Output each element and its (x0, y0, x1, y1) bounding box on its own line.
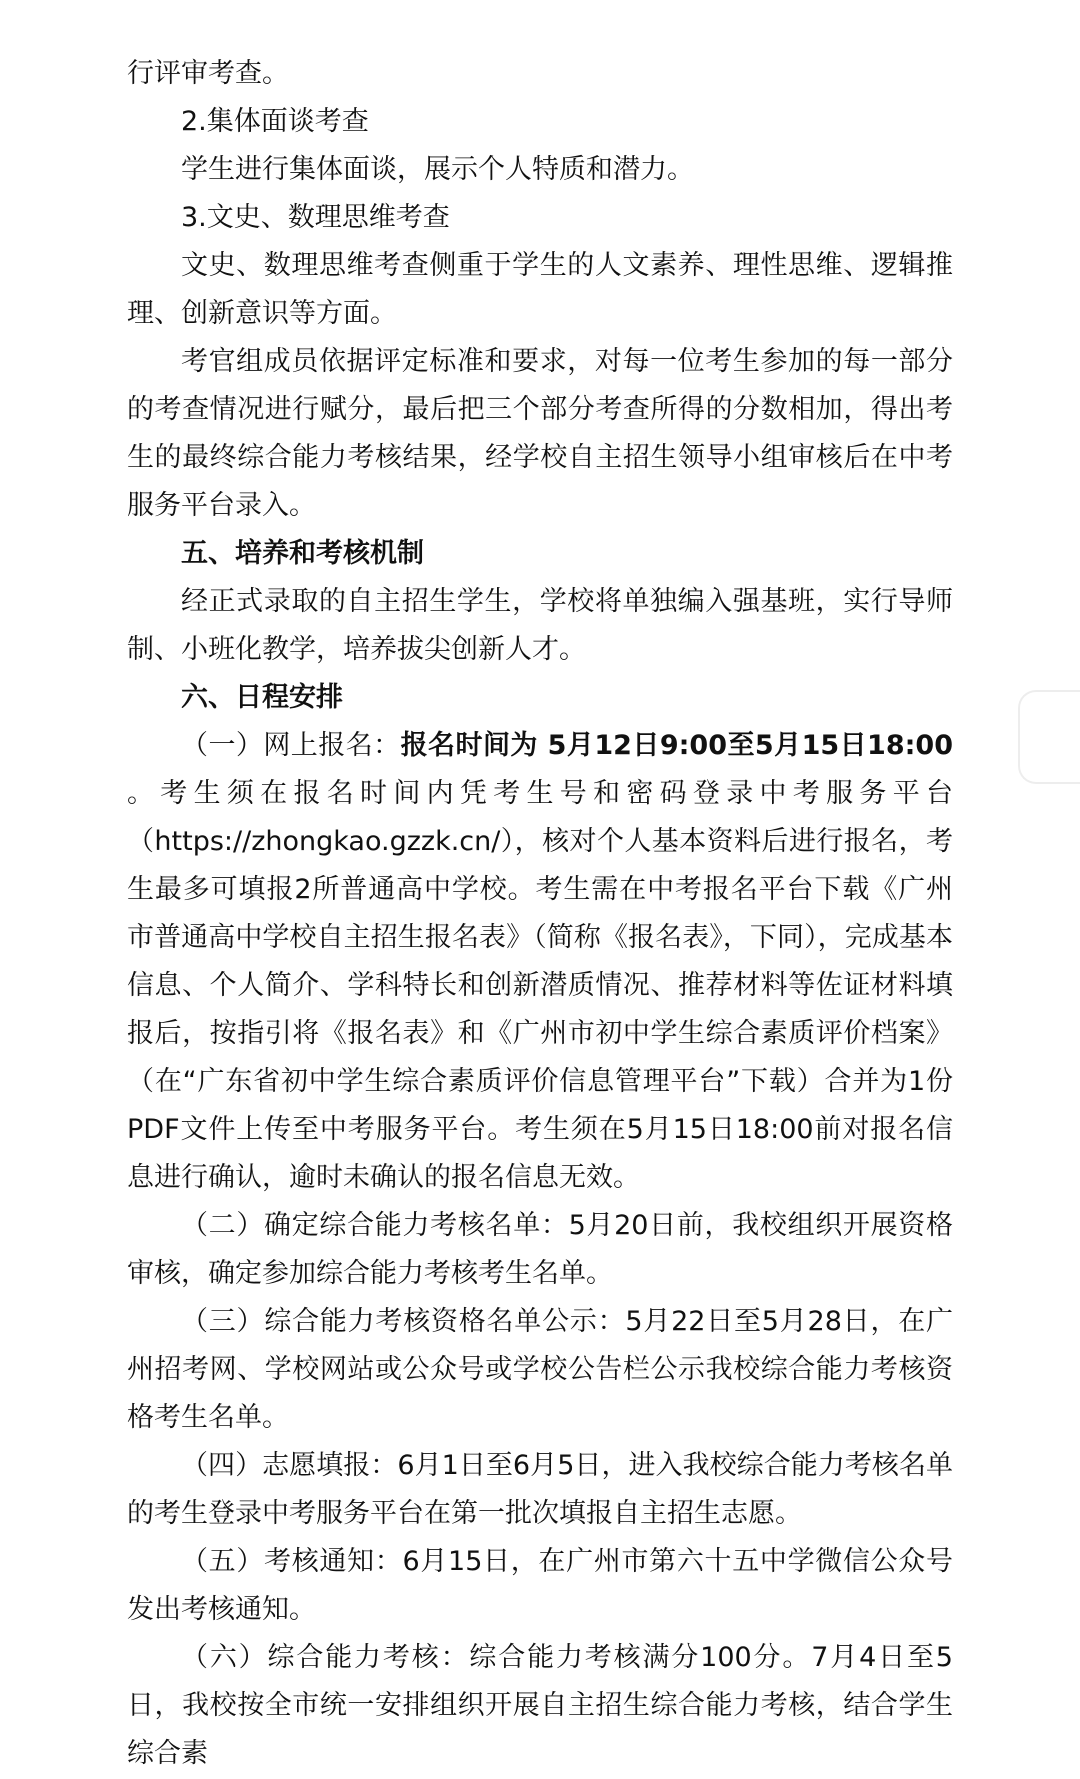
paragraph-continuation: 行评审考查。 (127, 58, 289, 89)
registration-label: （一）网上报名： (181, 730, 401, 761)
subheading-thinking-exam: 3.文史、数理思维考查 (181, 202, 450, 233)
edge-overlay-decoration (1018, 690, 1080, 784)
paragraph-public-notice: （三）综合能力考核资格名单公示：5月22日至5月28日，在广州招考网、学校网站或公众号或学校公告栏公示我校综合能力考核资格考生名单。 (127, 1306, 953, 1433)
section-heading-training: 五、培养和考核机制 (181, 538, 424, 569)
paragraph-online-registration (127, 722, 953, 1202)
paragraph-qualification-list: （二）确定综合能力考核名单：5月20日前，我校组织开展资格审核，确定参加综合能力考核考生名单。 (127, 1210, 953, 1289)
paragraph-thinking-exam: 文史、数理思维考查侧重于学生的人文素养、理性思维、逻辑推理、创新意识等方面。 (127, 250, 953, 329)
paragraph-assessment: （六）综合能力考核：综合能力考核满分100分。7月4日至5日，我校按全市统一安排组织开展自主招生综合能力考核，结合学生综合素 (127, 1642, 953, 1769)
section-heading-schedule: 六、日程安排 (181, 682, 343, 713)
paragraph-scoring: 考官组成员依据评定标准和要求，对每一位考生参加的每一部分的考查情况进行赋分，最后把三个部分考查所得的分数相加，得出考生的最终综合能力考核结果，经学校自主招生领导小组审核后在中考服务平台录入。 (127, 346, 953, 521)
document-body (127, 50, 953, 1778)
registration-details: 。考生须在报名时间内凭考生号和密码登录中考服务平台（https://zhongkao.gzzk.cn/），核对个人基本资料后进行报名，考生最多可填报2所普通高中学校。考生需在中考报名平台下载《广州市普通高中学校自主招生报名表》（简称《报名表》，下同），完成基本信息、个人简介、学科特长和创新潜质情况、推荐材料等佐证材料填报后，按指引将《报名表》和《广州市初中学生综合素质评价档案》（在“广东省初中学生综合素质评价信息管理平台”下载）合并为1份PDF文件上传至中考服务平台。考生须在5月15日18:00前对报名信息进行确认，逾时未确认的报名信息无效。 (127, 778, 953, 1193)
subheading-group-interview: 2.集体面谈考查 (181, 106, 369, 137)
paragraph-exam-notice: （五）考核通知：6月15日，在广州市第六十五中学微信公众号发出考核通知。 (127, 1546, 953, 1625)
registration-time-bold: 报名时间为 5月12日9:00至5月15日18:00 (400, 730, 953, 761)
paragraph-training: 经正式录取的自主招生学生，学校将单独编入强基班，实行导师制、小班化教学，培养拔尖创新人才。 (127, 586, 953, 665)
paragraph-group-interview: 学生进行集体面谈，展示个人特质和潜力。 (181, 154, 694, 185)
paragraph-application: （四）志愿填报：6月1日至6月5日，进入我校综合能力考核名单的考生登录中考服务平台在第一批次填报自主招生志愿。 (127, 1450, 953, 1529)
